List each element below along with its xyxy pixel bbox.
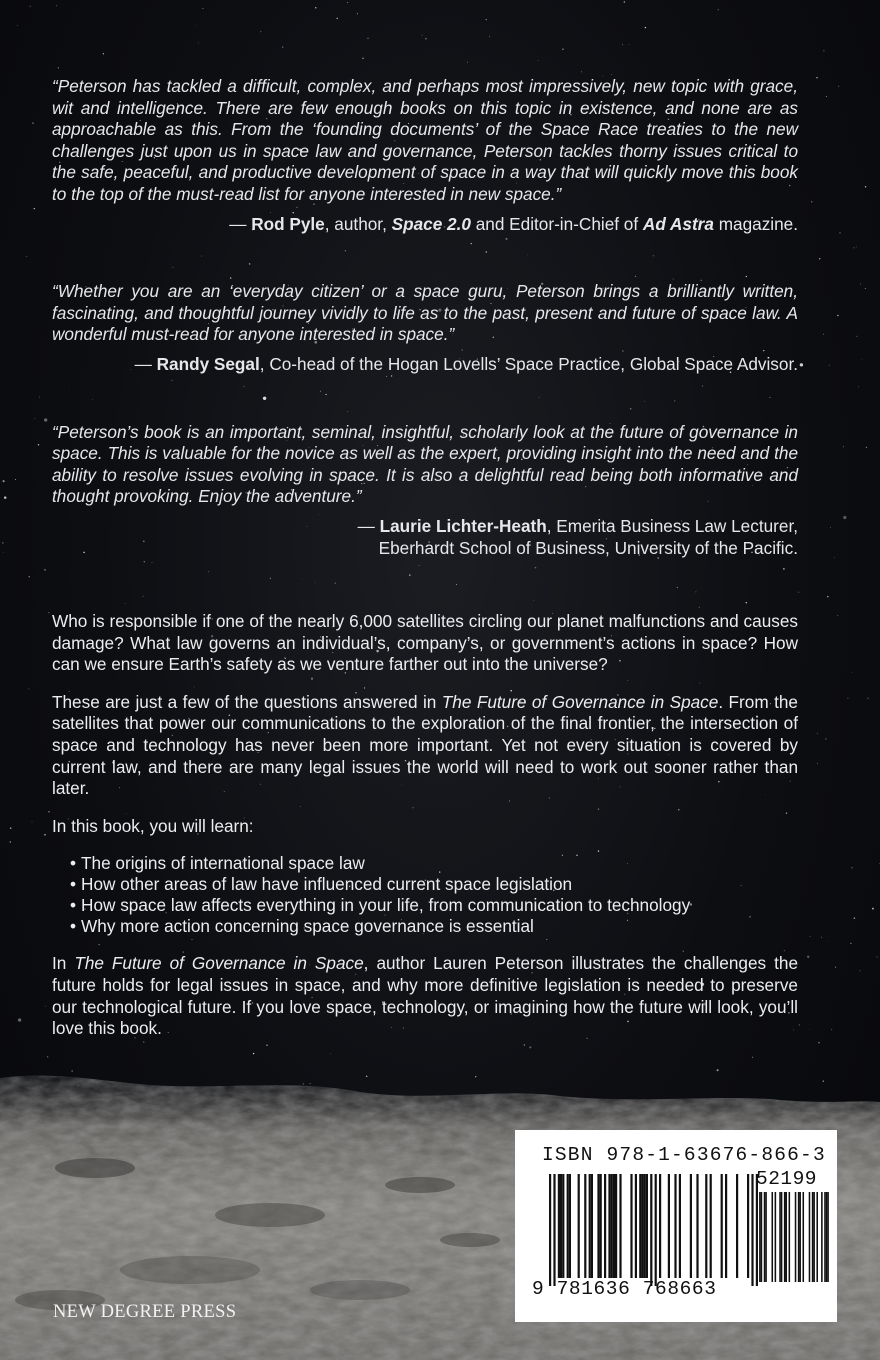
testimonial-2: [52, 281, 798, 375]
barcode-bar: [611, 1174, 613, 1278]
barcode-bar: [630, 1174, 632, 1278]
price-bar: [772, 1192, 774, 1282]
barcode-bar: [655, 1174, 657, 1286]
barcode-bar: [644, 1174, 646, 1278]
book-title: The Future of Governance in Space: [441, 691, 719, 712]
barcode-bar: [608, 1174, 610, 1278]
testimonial-1: [52, 76, 798, 235]
testimonial-3: [52, 422, 798, 560]
barcode-bar: [560, 1174, 562, 1278]
price-bar: [803, 1192, 805, 1282]
barcode-bar: [650, 1174, 652, 1286]
testimonial-quote: “Whether you are an ‘everyday citizen’ or a space guru, Peterson brings a brilliantly written, fascinating, and thoughtful journey vividly to life as to the past, present and future of space law. A wonderful must-read for anyone interested in space.”: [52, 281, 798, 345]
description-paragraph: These are just a few of the questions answered in The Future of Governance in Space. From the satellites that power our communications to the exploration of the final frontier, the intersection of space and technology has never been more important. Yet not every situation is covered by current law, and there are many legal issues the world will need to work out sooner rather than later.: [52, 691, 798, 799]
price-bar: [756, 1192, 758, 1282]
barcode-bar: [690, 1174, 692, 1278]
barcode-bar: [646, 1174, 648, 1278]
price-bar: [759, 1192, 761, 1282]
barcode-bar: [549, 1174, 551, 1286]
list-item: • How other areas of law have influenced current space legislation: [70, 874, 798, 895]
barcode-bar: [659, 1174, 661, 1278]
barcode-bar: [751, 1174, 753, 1286]
barcode-bar: [578, 1174, 580, 1278]
description-paragraph: In The Future of Governance in Space, author Lauren Peterson illustrates the challenges the future holds for legal issues in space, and why more definitive legislation is needed to preserve our technological future. If you love space, technology, or imagining how the future will look, you’ll love this book.: [52, 953, 798, 1039]
barcode-bar: [747, 1174, 749, 1278]
isbn-barcode: [515, 1130, 837, 1322]
barcode-bar: [553, 1174, 555, 1286]
price-bar: [785, 1192, 787, 1282]
barcode-bar: [619, 1174, 621, 1278]
publisher-name: NEW DEGREE PRESS: [53, 1302, 237, 1322]
barcode-bar: [613, 1174, 615, 1278]
barcode-bar: [710, 1174, 712, 1278]
book-description: [52, 611, 798, 1040]
description-paragraph: Who is responsible if one of the nearly 6,000 satellites circling our planet malfunctions and causes damage? What law governs an individual’s, company’s, or government’s actions in space? How can we ensure Earth’s safety as we venture farther out into the universe?: [52, 611, 798, 675]
price-bar: [809, 1192, 811, 1282]
barcode-bar: [562, 1174, 564, 1278]
barcode-bar: [679, 1174, 681, 1278]
barcode-digits: 9 781636 768663: [532, 1278, 717, 1300]
price-bar: [798, 1192, 800, 1282]
testimonial-quote: “Peterson has tackled a difficult, complex, and perhaps most impressively, new topic with grace, wit and intelligence. There are few enough books on this topic in existence, and none are as approachable as this. From the ‘founding documents’ of the Space Race treaties to the new challenges just upon us in space law and governance, Peterson tackles thorny issues critical to the safe, peaceful, and productive development of space in a way that will quickly move this book to the top of the must-read list for anyone interested in new space.”: [52, 76, 798, 204]
barcode-bar: [668, 1174, 670, 1278]
list-item: • Why more action concerning space governance is essential: [70, 916, 798, 937]
price-bar: [821, 1192, 823, 1282]
barcode-bar: [558, 1174, 560, 1278]
reviewer-name: Laurie Lichter-Heath: [379, 515, 547, 536]
price-bar: [775, 1192, 777, 1282]
reviewer-name: Rod Pyle: [251, 213, 325, 234]
price-bar: [765, 1192, 767, 1282]
barcode-bar: [696, 1174, 698, 1278]
barcode-bar: [604, 1174, 606, 1278]
barcode-bar: [569, 1174, 571, 1278]
barcode-bar: [705, 1174, 707, 1278]
barcode-bar: [674, 1174, 676, 1278]
price-bar: [824, 1192, 826, 1282]
reviewer-name: Randy Segal: [156, 353, 260, 374]
price-code: 52199: [756, 1168, 818, 1190]
barcode-bar: [615, 1174, 617, 1278]
price-bar: [812, 1192, 814, 1282]
attribution-dash: —: [229, 213, 252, 234]
price-bar: [784, 1192, 786, 1282]
testimonial-attribution: — Rod Pyle, author, Space 2.0 and Editor-in-Chief of Ad Astra magazine.: [229, 213, 798, 234]
price-bar: [789, 1192, 791, 1282]
testimonial-attribution: — Laurie Lichter-Heath, Emerita Business Law Lecturer, Eberhardt School of Business, University of the Pacific.: [357, 515, 798, 558]
barcode-bar: [736, 1174, 738, 1278]
description-paragraph: In this book, you will learn:: [52, 815, 254, 836]
list-item: • How space law affects everything in your life, from communication to technology: [70, 895, 798, 916]
testimonial-attribution: — Randy Segal, Co-head of the Hogan Lovells’ Space Practice, Global Space Advisor.: [134, 353, 798, 374]
barcode-bar: [639, 1174, 641, 1278]
price-bar: [795, 1192, 797, 1282]
barcode-bar: [641, 1174, 643, 1278]
barcode-bar: [591, 1174, 593, 1278]
isbn-number: ISBN 978-1-63676-866-3: [542, 1144, 826, 1166]
barcode-bar: [584, 1174, 586, 1278]
testimonial-quote: “Peterson’s book is an important, seminal, insightful, scholarly look at the future of governance in space. This is valuable for the novice as well as the expert, providing insight into the need and the ability to resolve issues evolving in space. It is also a delightful read being both informative and thought provoking. Enjoy the adventure.”: [52, 421, 798, 507]
price-bar: [764, 1192, 766, 1282]
price-bar: [826, 1192, 828, 1282]
barcode-bar: [725, 1174, 727, 1278]
list-item: • The origins of international space law: [70, 853, 798, 874]
price-bar: [813, 1192, 815, 1282]
barcode-bar: [597, 1174, 599, 1278]
back-cover-text: [52, 76, 798, 1056]
barcode-bar: [567, 1174, 569, 1278]
price-bar: [799, 1192, 801, 1282]
price-bar: [779, 1192, 781, 1282]
barcode-bar: [589, 1174, 591, 1278]
price-bar: [827, 1192, 829, 1282]
learning-list: [52, 853, 798, 937]
cited-work: Ad Astra: [642, 213, 714, 234]
price-bar: [816, 1192, 818, 1282]
cited-work: Space 2.0: [391, 213, 471, 234]
barcode-bar: [600, 1174, 602, 1278]
book-title: The Future of Governance in Space: [74, 953, 364, 974]
price-bar: [761, 1192, 763, 1282]
barcode-bar: [721, 1174, 723, 1278]
price-bar: [781, 1192, 783, 1282]
barcode-bar: [635, 1174, 637, 1278]
